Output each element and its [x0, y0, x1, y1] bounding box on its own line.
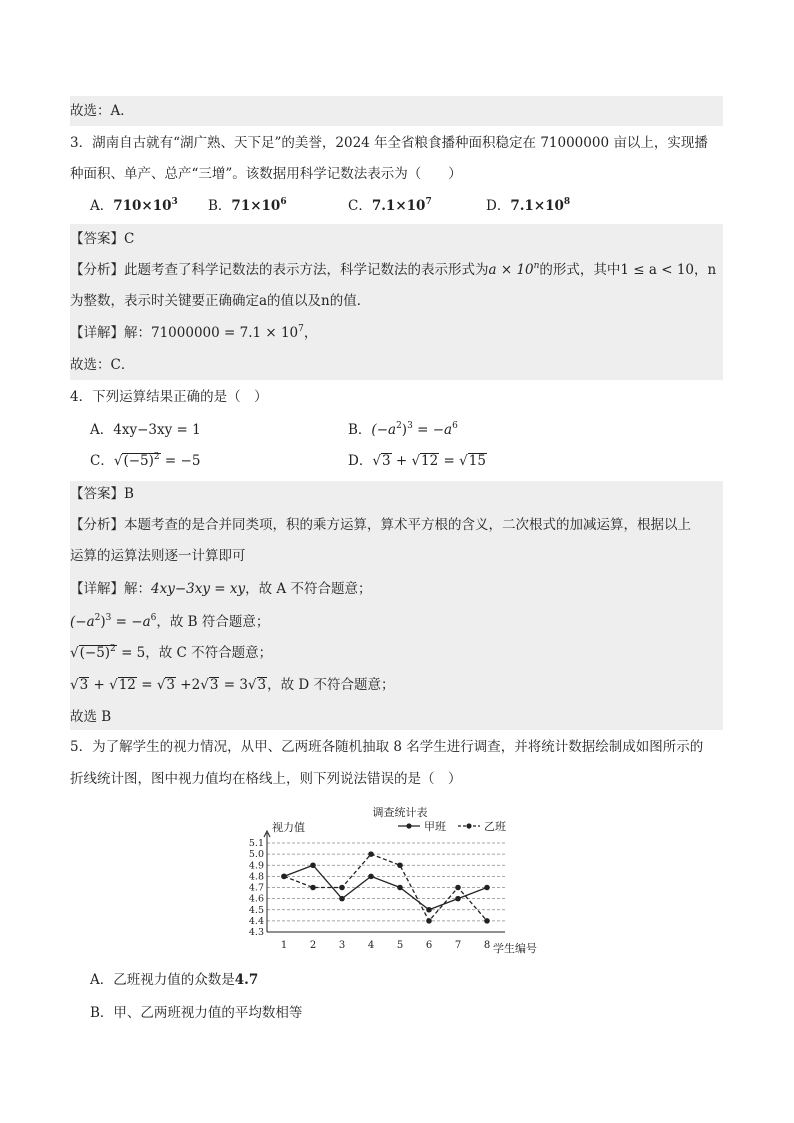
q3-detail: 【详解】解：$71000000 = 7.1 \times 10^7$， — [70, 324, 318, 341]
chart-title: 调查统计表 — [372, 806, 428, 819]
y-tick-label: 4.8 — [248, 871, 264, 883]
x-tick-label: 6 — [425, 940, 433, 951]
x-axis-label: 学生编号 — [493, 942, 537, 955]
y-tick-label: 4.5 — [248, 904, 264, 916]
data-point-jia — [397, 885, 403, 891]
y-tick-label: 4.7 — [248, 882, 264, 894]
q4-analysis-line1: 【分析】本题考查的是合并同类项，积的乘方运算，算术平方根的含义，二次根式的加减运算，根据以上 — [70, 517, 691, 533]
legend-label-yi: 乙班 — [484, 820, 506, 833]
x-tick-label: 4 — [367, 940, 375, 951]
q2-conclusion: 故选：A． — [70, 103, 134, 119]
q3-stem-line1: 3．湖南自古就有“湖广熟、天下足”的美誉，2024 年全省粮食播种面积稳定在 71000000 亩以上，实现播 — [70, 135, 708, 151]
q4-detail-line4: √3 + √12 = √3 +2√3 = 3√3，故 D 不符合题意； — [70, 677, 395, 693]
q3-option-c[interactable]: C．$7.1\times 10^7$ — [348, 197, 432, 214]
data-point-jia — [484, 885, 490, 891]
legend-label-jia: 甲班 — [424, 820, 446, 833]
q4-conclusion: 故选 B — [70, 709, 112, 725]
data-point-yi — [281, 874, 287, 880]
y-tick-label: 5.0 — [248, 849, 264, 861]
q3-stem-line2: 种面积、单产、总产“三增”。该数据用科学记数法表示为（ ） — [70, 166, 462, 182]
q3-answer: 【答案】C — [70, 231, 135, 247]
q4-detail-line3: $√(-5)^2 = 5$，故 C 不符合题意； — [70, 644, 273, 661]
plot-area — [249, 831, 505, 951]
q3-option-a[interactable]: A．$710\times 10^3$ — [90, 197, 178, 214]
data-point-jia — [368, 874, 374, 880]
q4-stem: 4．下列运算结果正确的是（ ） — [70, 389, 268, 405]
q3-option-d[interactable]: D．$7.1\times 10^8$ — [486, 197, 571, 214]
q4-option-a[interactable]: A．4xy−3xy = 1 — [90, 422, 201, 438]
y-tick-label: 4.4 — [248, 915, 264, 927]
q4-analysis-line2: 运算的运算法则逐一计算即可 — [70, 548, 246, 564]
data-point-yi — [397, 862, 403, 868]
q4-option-d[interactable]: D．√3 + √12 = √15 — [348, 453, 486, 469]
vision-line-chart — [240, 800, 560, 960]
data-point-jia — [455, 896, 461, 902]
q5-stem-line2: 折线统计图，图中视力值均在格线上，则下列说法错误的是（ ） — [70, 771, 462, 787]
q4-answer: 【答案】B — [70, 486, 134, 502]
q3-analysis-line1: 【分析】此题考查了科学记数法的表示方法，科学记数法的表示形式为$a \times 10^n$的形式，其中1 ≤ a < 10，n — [70, 261, 717, 278]
q2-solution-block — [70, 96, 723, 126]
y-tick-label: 5.1 — [248, 838, 264, 849]
data-point-yi — [426, 918, 432, 924]
data-point-yi — [455, 885, 461, 891]
q4-option-b[interactable]: B．$(-a^2)^3 = -a^6$ — [348, 421, 458, 438]
q4-detail-line2: $(-a^2)^3 = -a^6$，故 B 符合题意； — [70, 613, 270, 630]
y-axis-label: 视力值 — [272, 821, 305, 834]
x-tick-label: 5 — [396, 940, 404, 951]
legend-marker-yi — [466, 823, 471, 828]
y-tick-label: 4.9 — [248, 860, 264, 872]
data-point-yi — [368, 851, 374, 857]
legend-marker-jia — [406, 823, 411, 828]
chart-legend — [398, 819, 506, 833]
q5-option-a[interactable]: A．乙班视力值的众数是4.7 — [90, 972, 259, 988]
q4-detail-line1: 【详解】解：4xy−3xy = xy，故 A 不符合题意； — [70, 581, 372, 597]
y-tick-label: 4.6 — [248, 893, 264, 905]
x-tick-label: 3 — [338, 940, 346, 951]
data-point-jia — [339, 896, 345, 902]
x-tick-label: 2 — [309, 940, 317, 951]
data-point-jia — [426, 907, 432, 913]
data-point-yi — [484, 918, 490, 924]
y-tick-label: 4.3 — [248, 927, 264, 938]
q5-option-b[interactable]: B．甲、乙两班视力值的平均数相等 — [90, 1005, 303, 1021]
q3-analysis-line2: 为整数，表示时关键要正确确定a的值以及n的值． — [70, 293, 371, 309]
q4-option-c[interactable]: C．$√(-5)^2 = -5$ — [90, 452, 201, 469]
x-tick-label: 7 — [454, 940, 462, 951]
x-tick-label: 1 — [280, 940, 288, 951]
x-tick-label: 8 — [483, 940, 491, 951]
q5-stem-line1: 5．为了解学生的视力情况，从甲、乙两班各随机抽取 8 名学生进行调查，并将统计数据绘制成如图所示的 — [70, 739, 704, 755]
q3-option-b[interactable]: B．$71\times 10^6$ — [208, 197, 287, 214]
q3-conclusion: 故选：C． — [70, 357, 135, 373]
data-point-yi — [310, 885, 316, 891]
data-point-yi — [339, 885, 345, 891]
data-point-jia — [310, 862, 316, 868]
